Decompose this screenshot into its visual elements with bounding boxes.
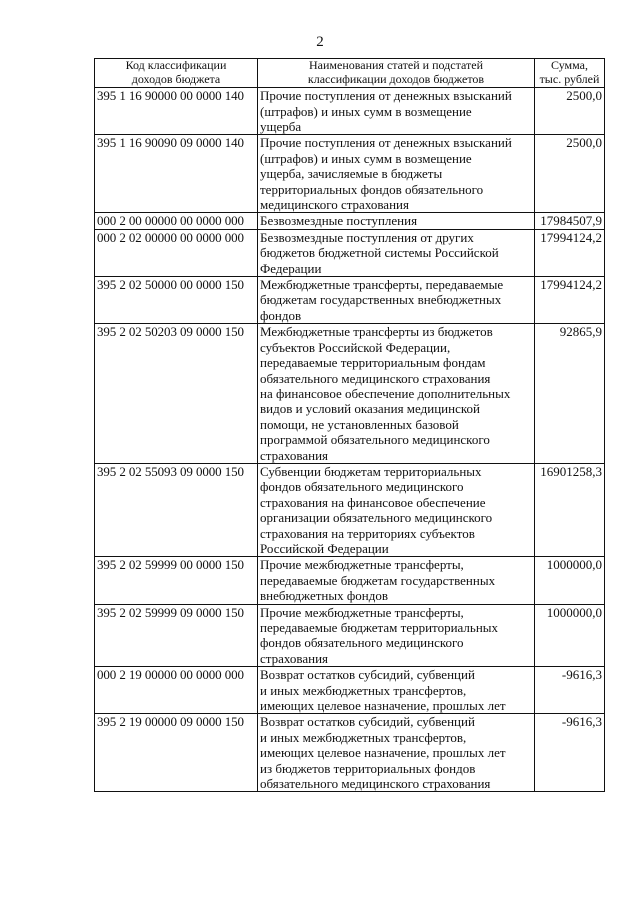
row-name-line: обязательного медицинского страхования [260, 370, 491, 386]
row-name-line: передаваемые бюджетам государственных [260, 572, 496, 588]
row-sum-cell: 17984507,9 [535, 213, 605, 229]
row-name-line: имеющих целевое назначение, прошлых лет [260, 698, 506, 714]
row-name-cell [258, 277, 535, 324]
revenue-table [94, 58, 605, 792]
row-sum-cell: 17994124,2 [535, 229, 605, 276]
row-name-cell [258, 463, 535, 556]
row-name-line: страхования [260, 447, 329, 463]
row-name-line: фондов обязательного медицинского [260, 479, 464, 495]
row-code-cell: 395 2 02 59999 09 0000 150 [95, 604, 258, 667]
row-sum-cell: 17994124,2 [535, 277, 605, 324]
row-name-line: из бюджетов территориальных фондов [260, 760, 476, 776]
table-row [95, 135, 605, 213]
row-name-line: территориальных фондов обязательного [260, 181, 484, 197]
row-sum-cell: -9616,3 [535, 667, 605, 714]
row-name-line: передаваемые территориальным фондам [260, 355, 486, 371]
row-code-cell: 395 2 02 59999 00 0000 150 [95, 557, 258, 604]
table-header-row [95, 59, 605, 88]
row-name-line: фондов [260, 307, 302, 323]
row-name-cell [258, 88, 535, 135]
table-row [95, 213, 605, 229]
row-name-cell [258, 213, 535, 229]
row-name-line: передаваемые бюджетам территориальных [260, 620, 499, 635]
header-code [95, 59, 258, 88]
header-sum [535, 59, 605, 88]
table-row [95, 604, 605, 667]
row-name-line: Межбюджетные трансферты, передаваемые [260, 277, 504, 293]
row-code-cell: 395 2 19 00000 09 0000 150 [95, 714, 258, 792]
row-name-line: бюджетам государственных внебюджетных [260, 292, 502, 308]
row-name-line: организации обязательного медицинского [260, 510, 493, 526]
row-name-line: (штрафов) и иных сумм в возмещение [260, 150, 472, 166]
row-name-line: Возврат остатков субсидий, субвенций [260, 714, 475, 730]
row-name-line: (штрафов) и иных сумм в возмещение [260, 103, 472, 119]
header-code-line: доходов бюджета [131, 71, 221, 86]
row-name-line: страхования на финансовое обеспечение [260, 494, 486, 510]
header-sum-line: Сумма, [551, 58, 588, 72]
page-number: 2 [316, 34, 324, 50]
row-code-cell: 395 2 02 50203 09 0000 150 [95, 324, 258, 464]
row-name-line: бюджетов бюджетной системы Российской [260, 245, 499, 261]
table-row [95, 463, 605, 556]
row-sum-cell: 1000000,0 [535, 557, 605, 604]
row-code-cell: 000 2 00 00000 00 0000 000 [95, 213, 258, 229]
header-sum-line: тыс. рублей [539, 71, 600, 86]
row-name-cell [258, 135, 535, 213]
row-name-line: Безвозмездные поступления от других [260, 229, 474, 245]
row-name-line: Субвенции бюджетам территориальных [260, 463, 482, 479]
row-code-cell: 395 1 16 90000 00 0000 140 [95, 88, 258, 135]
table-row [95, 229, 605, 276]
row-name-line: страхования [260, 650, 329, 666]
row-sum-cell: 16901258,3 [535, 463, 605, 556]
table-row [95, 557, 605, 604]
row-code-cell: 000 2 02 00000 00 0000 000 [95, 229, 258, 276]
table-row [95, 88, 605, 135]
row-name-line: ущерба, зачисляемые в бюджеты [260, 166, 443, 182]
row-name-line: субъектов Российской Федерации, [260, 339, 451, 355]
row-code-cell: 000 2 19 00000 00 0000 000 [95, 667, 258, 714]
row-name-line: страхования на территориях субъектов [260, 525, 475, 541]
row-sum-cell: 1000000,0 [535, 604, 605, 667]
table-row [95, 667, 605, 714]
row-name-line: и иных межбюджетных трансфертов, [260, 729, 467, 745]
row-name-line: Прочие поступления от денежных взысканий [260, 135, 512, 151]
row-name-line: Возврат остатков субсидий, субвенций [260, 667, 475, 683]
row-sum-cell: 2500,0 [535, 135, 605, 213]
row-name-line: и иных межбюджетных трансфертов, [260, 682, 467, 698]
row-name-line: видов и условий оказания медицинской [260, 401, 480, 417]
table-row [95, 714, 605, 792]
row-sum-cell: 92865,9 [535, 324, 605, 464]
row-name-cell [258, 714, 535, 792]
row-name-cell [258, 324, 535, 464]
row-name-line: Федерации [260, 260, 322, 276]
row-name-line: программой обязательного медицинского [260, 432, 490, 448]
table-row [95, 277, 605, 324]
row-name-line: Межбюджетные трансферты из бюджетов [260, 324, 493, 340]
row-name-line: имеющих целевое назначение, прошлых лет [260, 745, 506, 761]
row-name-line: обязательного медицинского страхования [260, 776, 491, 792]
row-code-cell: 395 2 02 55093 09 0000 150 [95, 463, 258, 556]
row-name-line: Прочие межбюджетные трансферты, [260, 557, 464, 573]
row-code-cell: 395 1 16 90090 09 0000 140 [95, 135, 258, 213]
row-name-line: ущерба [260, 119, 302, 134]
row-name-line: Российской Федерации [260, 540, 389, 556]
row-name-cell [258, 229, 535, 276]
row-name-cell [258, 667, 535, 714]
row-name-line: медицинского страхования [260, 197, 409, 213]
table-row [95, 324, 605, 464]
table-body [95, 88, 605, 792]
row-name-line: фондов обязательного медицинского [260, 635, 464, 651]
row-name-line: внебюджетных фондов [260, 588, 388, 604]
row-name-line: помощи, не установленных базовой [260, 416, 459, 432]
header-name-line: Наименования статей и подстатей [308, 58, 483, 72]
header-code-line: Код классификации [125, 58, 227, 72]
row-name-cell [258, 557, 535, 604]
row-name-line: Безвозмездные поступления [260, 213, 418, 229]
row-sum-cell: 2500,0 [535, 88, 605, 135]
row-sum-cell: -9616,3 [535, 714, 605, 792]
row-name-line: на финансовое обеспечение дополнительных [260, 385, 511, 401]
row-name-line: Прочие поступления от денежных взысканий [260, 88, 512, 104]
header-name [258, 59, 535, 88]
row-code-cell: 395 2 02 50000 00 0000 150 [95, 277, 258, 324]
header-name-line: классификации доходов бюджетов [307, 71, 485, 86]
row-name-line: Прочие межбюджетные трансферты, [260, 604, 464, 620]
row-name-cell [258, 604, 535, 667]
